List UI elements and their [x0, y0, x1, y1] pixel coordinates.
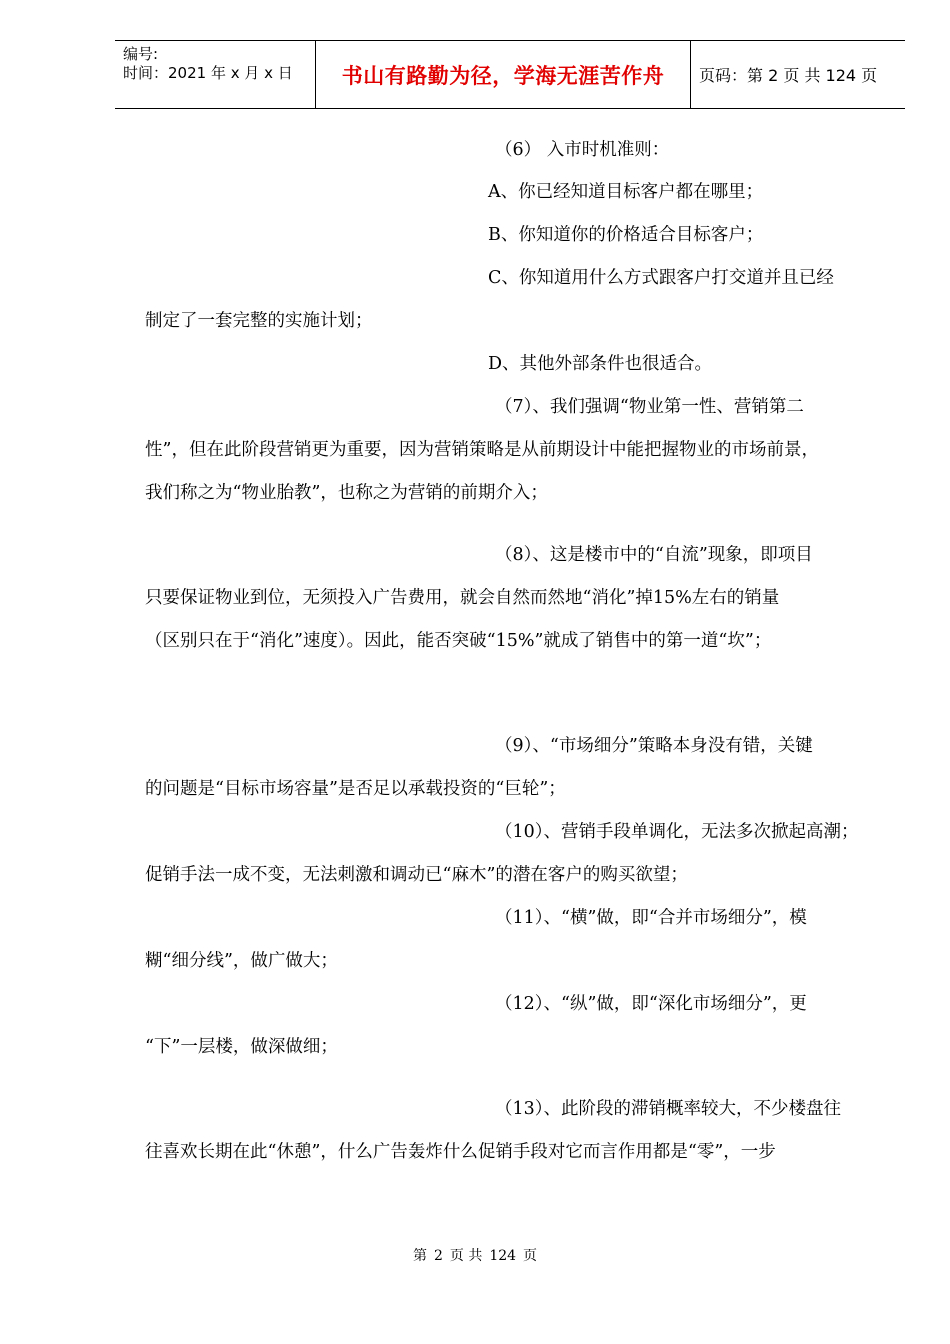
serial-label: 编号:: [123, 45, 159, 63]
body-line: B、你知道你的价格适合目标客户；: [488, 225, 764, 245]
body-line: （11）、“横”做，即“合并市场细分”，模: [495, 908, 807, 928]
time-label: 时间：2021 年 x 月 x 日: [123, 64, 293, 82]
body-line: （12）、“纵”做，即“深化市场细分”，更: [495, 994, 807, 1014]
body-line: （10）、营销手段单调化，无法多次掀起高潮；: [495, 822, 859, 842]
footer-total-word: 共: [468, 1248, 483, 1264]
body-line: 我们称之为“物业胎教”，也称之为营销的前期介入；: [145, 483, 548, 503]
body-line: （区别只在于“消化”速度）。因此，能否突破“15%”就成了销售中的第一道“坎”；: [145, 631, 772, 651]
footer-total-number: 124: [489, 1248, 517, 1264]
body-line: 只要保证物业到位，无须投入广告费用，就会自然而然地“消化”掉15%左右的销量: [145, 588, 780, 608]
header-meta-cell: [115, 41, 316, 108]
footer-total-unit: 页: [523, 1248, 538, 1264]
body-line: 制定了一套完整的实施计划；: [145, 311, 373, 331]
motto-text: 书山有路勤为径，学海无涯苦作舟: [341, 63, 665, 88]
body-line: 促销手法一成不变，无法刺激和调动已“麻木”的潜在客户的购买欲望；: [145, 865, 688, 885]
body-line: （6） 入市时机准则：: [495, 140, 670, 160]
body-line: （7）、我们强调“物业第一性、营销第二: [495, 397, 804, 417]
header-page-cell: [691, 41, 905, 108]
body-line: D、其他外部条件也很适合。: [488, 354, 713, 374]
page-footer: [0, 1245, 950, 1265]
footer-page-number: 2: [433, 1248, 443, 1264]
body-line: A、你已经知道目标客户都在哪里；: [488, 182, 764, 202]
body-line: 的问题是“目标市场容量”是否足以承载投资的“巨轮”；: [145, 779, 566, 799]
page-header: [115, 40, 905, 109]
body-line: （13）、此阶段的滞销概率较大，不少楼盘往: [495, 1099, 842, 1119]
page-info: 页码：第 2 页 共 124 页: [699, 66, 878, 85]
body-line: C、你知道用什么方式跟客户打交道并且已经: [488, 268, 834, 288]
body-line: 往喜欢长期在此“休憩”，什么广告轰炸什么促销手段对它而言作用都是“零”，一步: [145, 1142, 776, 1162]
footer-page-unit: 页: [449, 1248, 464, 1264]
body-line: 糊“细分线”，做广做大；: [145, 951, 338, 971]
body-line: （9）、“市场细分”策略本身没有错，关键: [495, 736, 813, 756]
body-line: （8）、这是楼市中的“自流”现象，即项目: [495, 545, 813, 565]
body-line: 性”，但在此阶段营销更为重要，因为营销策略是从前期设计中能把握物业的市场前景，: [145, 440, 819, 460]
body-line: “下”一层楼，做深做细；: [145, 1037, 338, 1057]
footer-page-word: 第: [412, 1248, 427, 1264]
header-motto-cell: [316, 41, 691, 108]
